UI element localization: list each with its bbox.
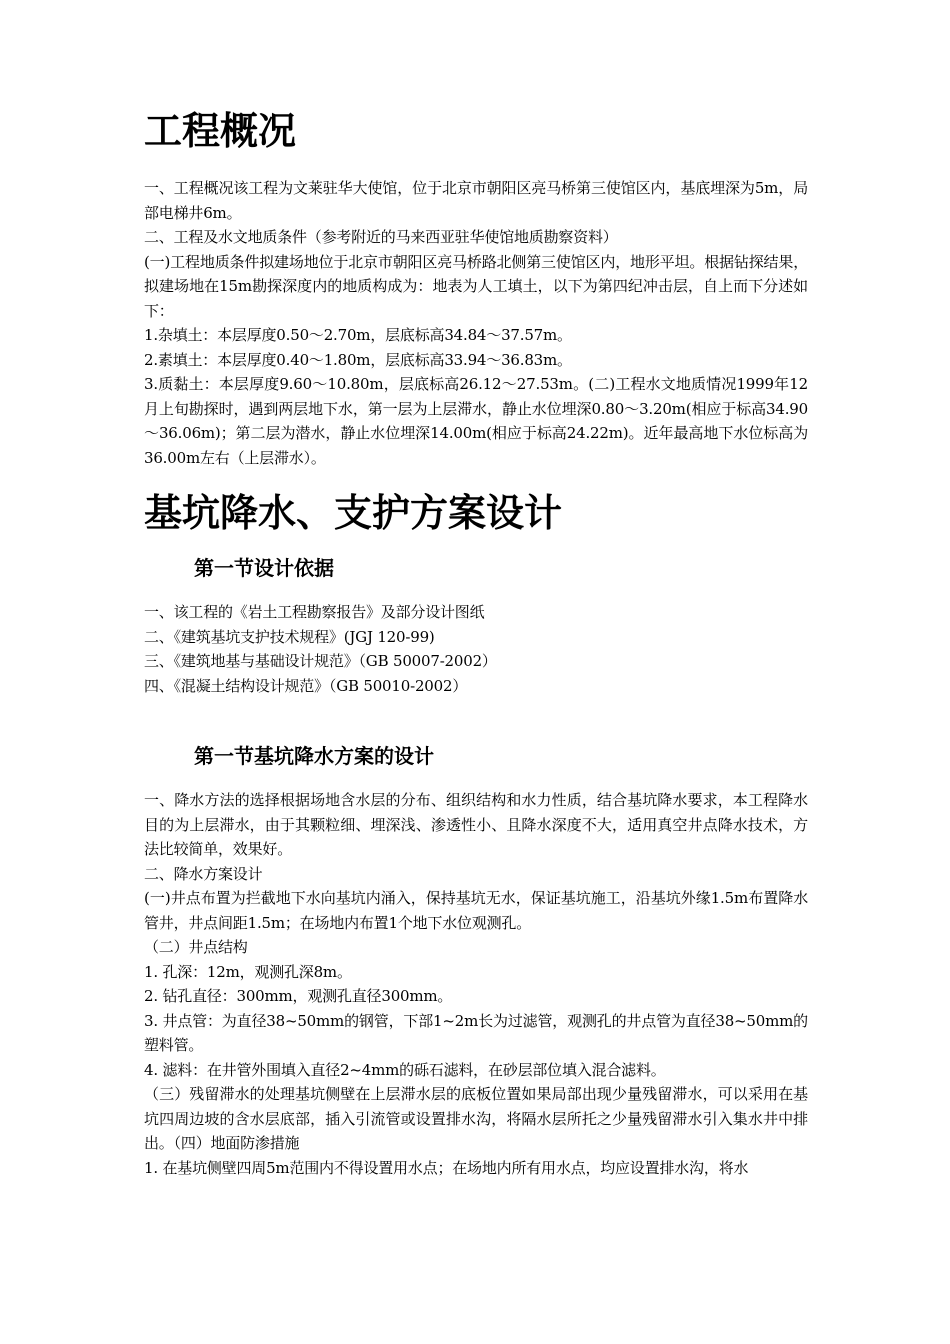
dewatering-para: （三）残留滞水的处理基坑侧壁在上层滞水层的底板位置如果局部出现少量残留滞水，可以采用在基坑四周边坡的含水层底部，插入引流管或设置排水沟，将隔水层所托之少量残留滞水引入集水井中排出。（四）地面防渗措施 bbox=[144, 1085, 808, 1152]
section-heading-dewatering-plan: 第一节基坑降水方案的设计 bbox=[194, 744, 434, 768]
overview-para-5: 2.素填土：本层厚度0.40～1.80m，层底标高33.94～36.83m。 bbox=[144, 350, 572, 369]
overview-para-2: 二、工程及水文地质条件（参考附近的马来西亚驻华使馆地质勘察资料） bbox=[144, 228, 618, 246]
heading-dewatering-design: 基坑降水、支护方案设计 bbox=[144, 490, 563, 535]
design-basis-item: 三、《建筑地基与基础设计规范》（GB 50007-2002） bbox=[144, 652, 497, 670]
section-heading-design-basis: 第一节设计依据 bbox=[194, 556, 334, 580]
overview-para-4: 1.杂填土：本层厚度0.50～2.70m，层底标高34.84～37.57m。 bbox=[144, 326, 572, 344]
dewatering-plan-body bbox=[144, 788, 808, 1180]
overview-para-6: 3.质黏土：本层厚度9.60～10.80m，层底标高26.12～27.53m。(二)工程水文地质情况1999年12月上旬勘探时，遇到两层地下水，第一层为上层滞水，静止水位埋深0.80～3.20m(相应于标高34.90～36.06m)；第二层为潜水，静止水位埋深14.00m(相应于标高24.22m)。近年最高地下水位标高为36.00m左右（上层滞水）。 bbox=[144, 375, 808, 467]
design-basis-list bbox=[144, 600, 808, 698]
dewatering-para: 1. 孔深：12m，观测孔深8m。 bbox=[144, 962, 352, 981]
overview-para-3: (一)工程地质条件拟建场地位于北京市朝阳区亮马桥路北侧第三使馆区内，地形平坦。根据钻探结果，拟建场地在15m勘探深度内的地质构成为：地表为人工填土，以下为第四纪冲击层，自上而下分述如下： bbox=[144, 252, 808, 320]
dewatering-para: 3. 井点管：为直径38~50mm的钢管，下部1~2m长为过滤管，观测孔的井点管为直径38~50mm的塑料管。 bbox=[144, 1011, 808, 1054]
overview-para-1: 一、工程概况该工程为文莱驻华大使馆，位于北京市朝阳区亮马桥第三使馆区内，基底埋深为5m，局部电梯井6m。 bbox=[144, 179, 808, 222]
heading-project-overview: 工程概况 bbox=[144, 108, 297, 153]
dewatering-para: 1. 在基坑侧壁四周5m范围内不得设置用水点；在场地内所有用水点，均应设置排水沟，将水 bbox=[144, 1158, 749, 1177]
document-page bbox=[144, 100, 808, 1180]
dewatering-para: （二）井点结构 bbox=[144, 938, 248, 956]
design-basis-item: 一、该工程的《岩土工程勘察报告》及部分设计图纸 bbox=[144, 603, 485, 621]
overview-section bbox=[144, 176, 808, 470]
dewatering-para: 一、降水方法的选择根据场地含水层的分布、组织结构和水力性质，结合基坑降水要求，本工程降水目的为上层滞水，由于其颗粒细、埋深浅、渗透性小、且降水深度不大，适用真空井点降水技术，方法比较简单，效果好。 bbox=[144, 791, 808, 858]
dewatering-para: 2. 钻孔直径：300mm，观测孔直径300mm。 bbox=[144, 987, 453, 1005]
dewatering-para: 4. 滤料：在井管外围填入直径2~4mm的砾石滤料，在砂层部位填入混合滤料。 bbox=[144, 1060, 666, 1079]
design-basis-item: 四、《混凝土结构设计规范》（GB 50010-2002） bbox=[144, 676, 468, 695]
dewatering-para: 二、降水方案设计 bbox=[144, 864, 263, 883]
dewatering-para: (一)井点布置为拦截地下水向基坑内涌入，保持基坑无水，保证基坑施工，沿基坑外缘1.5m布置降水管井，井点间距1.5m；在场地内布置1个地下水位观测孔。 bbox=[144, 889, 808, 932]
design-basis-item: 二、《建筑基坑支护技术规程》(JGJ 120-99) bbox=[144, 627, 435, 646]
